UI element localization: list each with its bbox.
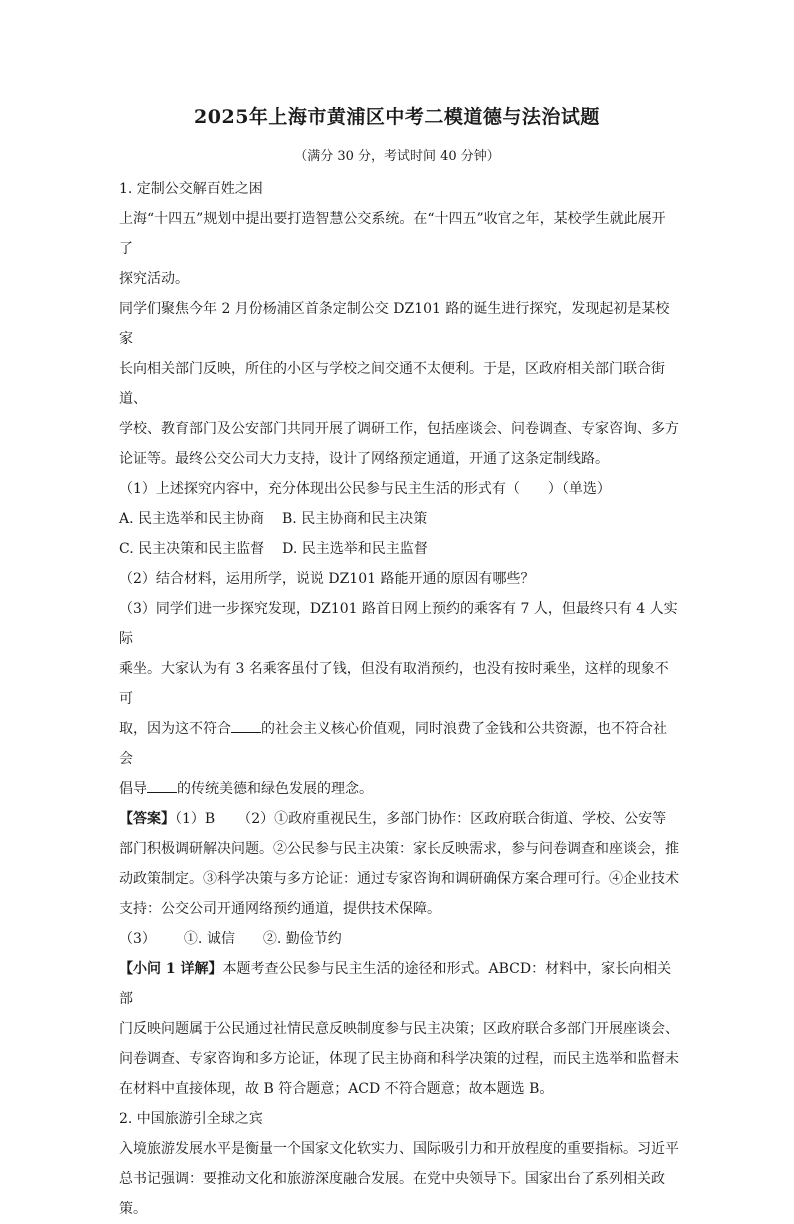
sub-question-1: （1）上述探究内容中，充分体现出公民参与民主生活的形式有（ ）（单选）	[119, 481, 611, 497]
sub-question-3-line3-a: 取，因为这不符合	[119, 721, 231, 737]
option-b: B. 民主协商和民主决策	[282, 511, 428, 527]
sub-question-2: （2）结合材料，运用所学，说说 DZ101 路能开通的原因有哪些？	[119, 571, 535, 587]
sub-question-3-line4-a: 倡导	[119, 781, 147, 797]
answer-2-line1: （2）①政府重视民生，多部门协作：区政府联合街道、学校、公安等	[237, 811, 667, 827]
answer-2-line3: 动政策制定。③科学决策与多方论证：通过专家咨询和调研确保方案合理可行。④企业技术	[119, 871, 679, 887]
option-c: C. 民主决策和民主监督	[119, 541, 265, 557]
q1-para2-line3: 学校、教育部门及公安部门共同开展了调研工作，包括座谈会、问卷调查、专家咨询、多方	[119, 421, 679, 437]
sub-question-3-line2: 乘坐。大家认为有 3 名乘客虽付了钱，但没有取消预约，也没有按时乘坐，这样的现象不可	[119, 661, 669, 707]
sub-question-3-line1: （3）同学们进一步探究发现，DZ101 路首日网上预约的乘客有 7 人，但最终只有 4 人实际	[119, 601, 678, 647]
option-d: D. 民主选举和民主监督	[282, 541, 428, 557]
option-a: A. 民主选举和民主协商	[119, 511, 265, 527]
fill-blank-2	[147, 778, 177, 793]
detail-text-1: 本题考查公民参与民主生活的途径和形式。ABCD：材料中，家长向相关部	[119, 961, 672, 1007]
detail-line1	[119, 954, 679, 1014]
answer-1: （1）B	[175, 811, 216, 827]
answer-label: 【答案】	[119, 811, 175, 827]
detail-line3: 问卷调查、专家咨询和多方论证，体现了民主协商和科学决策的过程，而民主选举和监督未	[119, 1051, 679, 1067]
answer-3-number: （3）	[119, 931, 156, 947]
detail-line2: 门反映问题属于公民通过社情民意反映制度参与民主决策；区政府联合多部门开展座谈会、	[119, 1021, 679, 1037]
exam-info: （满分 30 分，考试时间 40 分钟）	[294, 149, 500, 164]
q1-para1-line2: 探究活动。	[119, 271, 189, 287]
options-row-ab	[119, 504, 679, 534]
document-body	[119, 174, 679, 1224]
q1-para2-line2: 长向相关部门反映，所住的小区与学校之间交通不太便利。于是，区政府相关部门联合街道、	[119, 361, 665, 407]
q2-line2: 总书记强调：要推动文化和旅游深度融合发展。在党中央领导下。国家出台了系列相关政策。	[119, 1171, 665, 1217]
q1-para2-line1: 同学们聚焦今年 2 月份杨浦区首条定制公交 DZ101 路的诞生进行探究，发现起初是某校家	[119, 301, 670, 347]
sub-question-3-line4-b: 的传统美德和绿色发展的理念。	[177, 781, 373, 797]
fill-blank-1	[231, 718, 261, 733]
sub-question-3-line4	[119, 774, 679, 804]
detail-label: 【小问 1 详解】	[119, 961, 223, 977]
sub-question-3-line3-b: 的社会主义核心价值观，同时浪费了金钱和公共资源，也不符合社会	[119, 721, 667, 767]
answer-3-blank-2: ②. 勤俭节约	[262, 931, 342, 947]
detail-line4: 在材料中直接体现，故 B 符合题意；ACD 不符合题意；故本题选 B。	[119, 1081, 554, 1097]
answer-3-line	[119, 924, 679, 954]
options-row-cd	[119, 534, 679, 564]
q1-para1-line1: 上海“十四五”规划中提出要打造智慧公交系统。在“十四五”收官之年，某校学生就此展开了	[119, 211, 666, 257]
answer-2-line4: 支持：公交公司开通网络预约通道，提供技术保障。	[119, 901, 441, 917]
question-2-heading: 2. 中国旅游引全球之宾	[119, 1111, 263, 1127]
question-1-heading: 1. 定制公交解百姓之困	[119, 181, 263, 197]
sub-question-3-line3	[119, 714, 679, 774]
page-title: 2025年上海市黄浦区中考二模道德与法治试题	[194, 106, 600, 128]
q1-para2-line4: 论证等。最终公交公司大力支持，设计了网络预定通道，开通了这条定制线路。	[119, 451, 609, 467]
answer-3-blank-1: ①. 诚信	[183, 931, 235, 947]
answer-line1	[119, 804, 679, 834]
answer-2-line2: 部门积极调研解决问题。②公民参与民主决策：家长反映需求，参与问卷调查和座谈会，推	[119, 841, 679, 857]
q2-line1: 入境旅游发展水平是衡量一个国家文化软实力、国际吸引力和开放程度的重要指标。习近平	[119, 1141, 679, 1157]
